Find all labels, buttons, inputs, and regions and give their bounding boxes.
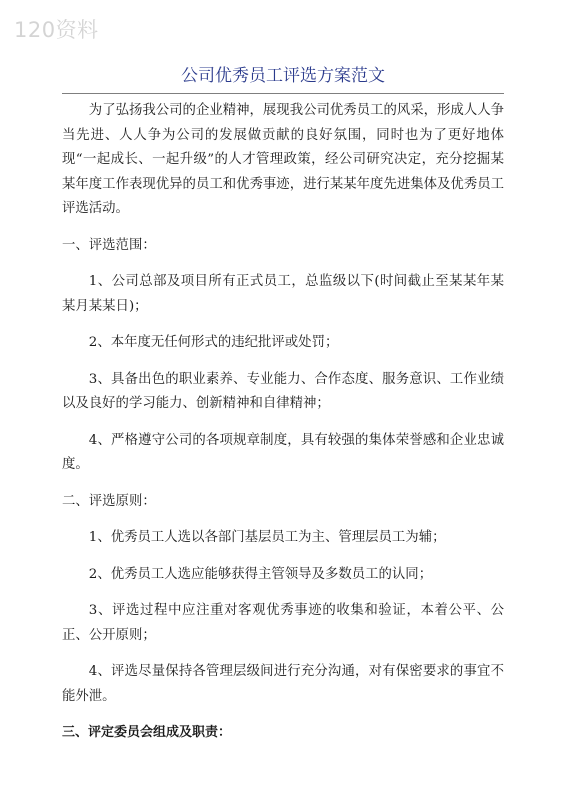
section2-item: 1、优秀员工人选以各部门基层员工为主、管理层员工为辅； [88,530,446,545]
section1-item: 2、本年度无任何形式的违纪批评或处罚； [88,335,339,350]
section2-item: 3、评选过程中应注重对客观优秀事迹的收集和验证，本着公平、公正、公开原则； [62,603,504,643]
section2-item: 4、评选尽量保持各管理层级间进行充分沟通，对有保密要求的事宜不能外泄。 [62,664,504,704]
title-container [62,63,504,94]
section3-heading: 三、评定委员会组成及职责： [62,725,232,740]
section1-item: 3、具备出色的职业素养、专业能力、合作态度、服务意识、工作业绩以及良好的学习能力、创新精神和自律精神； [62,371,504,411]
section1-item: 1、公司总部及项目所有正式员工，总监级以下(时间截止至某某年某某月某某日)； [62,274,504,314]
section2-item: 2、优秀员工人选应能够获得主管领导及多数员工的认同； [88,566,433,582]
section1-item: 4、严格遵守公司的各项规章制度，具有较强的集体荣誉感和企业忠诚度。 [62,432,504,472]
watermark: 120资料 [14,18,99,42]
document-body [62,93,504,746]
section1-heading: 一、评选范围： [62,237,156,253]
page-title: 公司优秀员工评选方案范文 [62,63,504,94]
intro-paragraph: 为了弘扬我公司的企业精神，展现我公司优秀员工的风采，形成人人争当先进、人人争为公司的发展做贡献的良好氛围，同时也为了更好地体现“一起成长、一起升级”的人才管理政策，经公司研究决定，充分挖掘某某年度工作表现优异的员工和优秀事迹，进行某某年度先进集体及优秀员工评选活动。 [62,103,504,216]
section2-heading: 二、评选原则： [62,493,156,509]
